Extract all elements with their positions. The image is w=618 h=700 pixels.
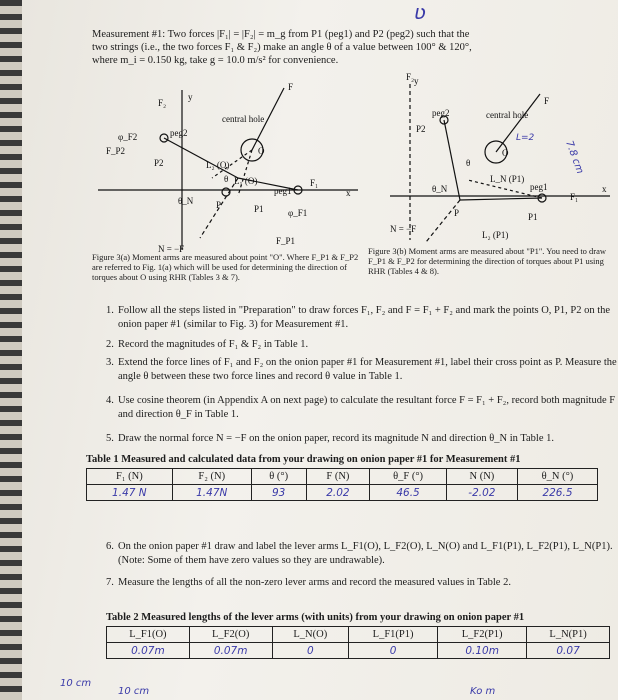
table1-header-cell: θ (°) [251, 469, 306, 485]
table1-cell: 46.5 [370, 485, 447, 501]
label-p1-b: P1 [528, 212, 538, 222]
table2-header-cell: L_F2(O) [189, 627, 272, 643]
label-f1-a: F₁ [310, 178, 319, 188]
table2-header-cell: L_N(O) [272, 627, 349, 643]
header-line-3: where m_i = 0.150 kg, take g = 10.0 m/s² for convenience. [92, 55, 339, 66]
label-central-hole-a: central hole [222, 114, 265, 124]
step-2: 2. Record the magnitudes of F₁ & F₂ in Table 1. [106, 339, 309, 350]
table1-header-cell: F₁ (N) [87, 469, 173, 485]
lever-arm-l1-a [238, 150, 252, 196]
label-peg2-a: peg2 [170, 128, 188, 138]
table2-header-cell: L_N(P1) [527, 627, 610, 643]
table1-cell: 1.47 N [87, 485, 173, 501]
label-p2-b: P2 [416, 124, 426, 134]
figure-3b-caption: Figure 3(b) Moment arms are measured about "P1". You need to draw F_P1 & F_P2 for determining the direction of torques about P1 using RHR (Tables 4 & 8). [368, 246, 607, 276]
step-4: 4. Use cosine theorem (in Appendix A on next page) to calculate the resultant force F = F₁ + F₂, record both magnitude F and direction θ_F in Table 1. [106, 395, 616, 420]
table2-cell: 0 [349, 643, 438, 659]
step-1: 1. Follow all the steps listed in "Preparation" to draw forces F₁, F₂ and F = F₁ + F₂ and mark the points O, P1, P2 on the onion paper #1 (similar to Fig. 3) for Measurement #1. [106, 305, 611, 330]
header-line-2: two strings (i.e., the two forces F₁ & F₂) make an angle θ of a value between 100° & 120°, [92, 42, 472, 53]
table2-cell: 0 [272, 643, 349, 659]
label-p2-a: P2 [154, 158, 164, 168]
table2-data-row [107, 643, 610, 659]
table2 [106, 626, 610, 659]
step-7: 7. Measure the lengths of all the non-zero lever arms and record the measured values in Table 2. [106, 577, 511, 588]
table1-header-cell: N (N) [446, 469, 517, 485]
force-f2-line-a [164, 138, 238, 178]
table1-cell: 1.47N [172, 485, 251, 501]
table2-header-cell: L_F1(P1) [349, 627, 438, 643]
handwritten-margin-2: 10 cm [118, 686, 150, 697]
table2-cell: 0.07 [527, 643, 610, 659]
handwritten-margin-1: 10 cm [60, 678, 92, 689]
handwritten-mark: ʋ [414, 0, 426, 24]
table1-cell: 93 [251, 485, 306, 501]
handwritten-l2-note: L=2 [516, 133, 535, 143]
label-thetan-b: θ_N [432, 184, 448, 194]
label-o-b: O [502, 148, 509, 158]
label-theta-a: θ [224, 174, 229, 184]
label-n-b: N = −F [390, 224, 417, 234]
figure-3a-caption: Figure 3(a) Moment arms are measured about point "O". Where F_P1 & F_P2 are referred to Fig. 1(a) which will be used for determining the direction of torques about O using RHR (Tables 3 & 7). [92, 252, 359, 282]
figure-3a [88, 68, 370, 256]
force-f-b [496, 94, 540, 152]
table1-cell: 226.5 [517, 485, 597, 501]
normal-force-b [426, 200, 460, 242]
label-o-a: O [258, 146, 265, 156]
label-theta-b: θ [466, 158, 471, 168]
table1-header-cell: θ_N (°) [517, 469, 597, 485]
label-ln-b: L_N (P1) [490, 174, 525, 184]
label-p1-a: P1 [254, 204, 264, 214]
table1-data-row [87, 485, 598, 501]
table1-header-cell: F₂ (N) [172, 469, 251, 485]
table2-cell: 0.10m [438, 643, 527, 659]
label-f1-b: F₁ [570, 192, 579, 202]
label-l2o-a: L₂ (O) [206, 160, 230, 170]
handwritten-bottom-scribble: Ko m [470, 686, 496, 697]
label-y-a: y [188, 92, 193, 102]
label-fp2-a: F_P2 [106, 146, 126, 156]
label-f-b: F [544, 96, 550, 106]
table1-header-cell: θ_F (°) [370, 469, 447, 485]
label-fp1-a: F_P1 [276, 236, 296, 246]
step-6: 6. On the onion paper #1 draw and label the lever arms L_F1(O), L_F2(O), L_N(O) and L_F1(P1), L_F2(P1), L_N(P1). (Note: Some of them have zero values so they are undrawable). [106, 541, 613, 566]
label-phi1-a: φ_F1 [288, 208, 308, 218]
label-f2-b: F₂ [406, 72, 415, 82]
table2-header-row [107, 627, 610, 643]
label-p-b: P [454, 208, 460, 218]
label-peg1-a: peg1 [274, 186, 292, 196]
notebook-binding [0, 0, 22, 700]
worksheet-page [22, 0, 618, 700]
table2-cell: 0.07m [189, 643, 272, 659]
table2-header-cell: L_F1(O) [107, 627, 190, 643]
label-n-a: N = −F [158, 244, 185, 254]
label-f-a: F [288, 82, 294, 92]
label-central-hole-b: central hole [486, 110, 529, 120]
label-x-a: x [346, 188, 351, 198]
step-3: 3. Extend the force lines of F₁ and F₂ on the onion paper #1 for Measurement #1, label their cross point as P. Measure the angle θ between these two force lines and record θ value in Table 1. [106, 357, 617, 382]
step-5: 5. Draw the normal force N = −F on the onion paper, record its magnitude N and direction θ_N in Table 1. [106, 433, 554, 444]
label-peg2-b: peg2 [432, 108, 450, 118]
label-l1o-a: L₁ (O) [234, 176, 258, 186]
handwritten-side-note: 7.8 cm [563, 139, 586, 176]
figure-3b [370, 70, 618, 250]
table1-cell: -2.02 [446, 485, 517, 501]
label-peg1-b: peg1 [530, 182, 548, 192]
table1-cell: 2.02 [306, 485, 370, 501]
table2-cell: 0.07m [107, 643, 190, 659]
table1-header-cell: F (N) [306, 469, 370, 485]
table2-caption: Table 2 Measured lengths of the lever arms (with units) from your drawing on onion paper #1 [106, 612, 525, 623]
label-l2-b: L₂ (P1) [482, 230, 509, 240]
label-y-b: y [414, 76, 419, 86]
label-p-a: P [216, 200, 222, 210]
table1-header-row [87, 469, 598, 485]
table1 [86, 468, 598, 501]
label-x-b: x [602, 184, 607, 194]
table1-caption: Table 1 Measured and calculated data from your drawing on onion paper #1 for Measurement #1 [86, 454, 521, 465]
label-thetan-a: θ_N [178, 196, 194, 206]
force-f1-line-b [460, 198, 542, 200]
header-line-1: Measurement #1: Two forces |F₁| = |F₂| = m_g from P1 (peg1) and P2 (peg2) such that the [92, 29, 470, 40]
label-phi2-a: φ_F2 [118, 132, 138, 142]
table2-header-cell: L_F2(P1) [438, 627, 527, 643]
label-f2-a: F₂ [158, 98, 167, 108]
